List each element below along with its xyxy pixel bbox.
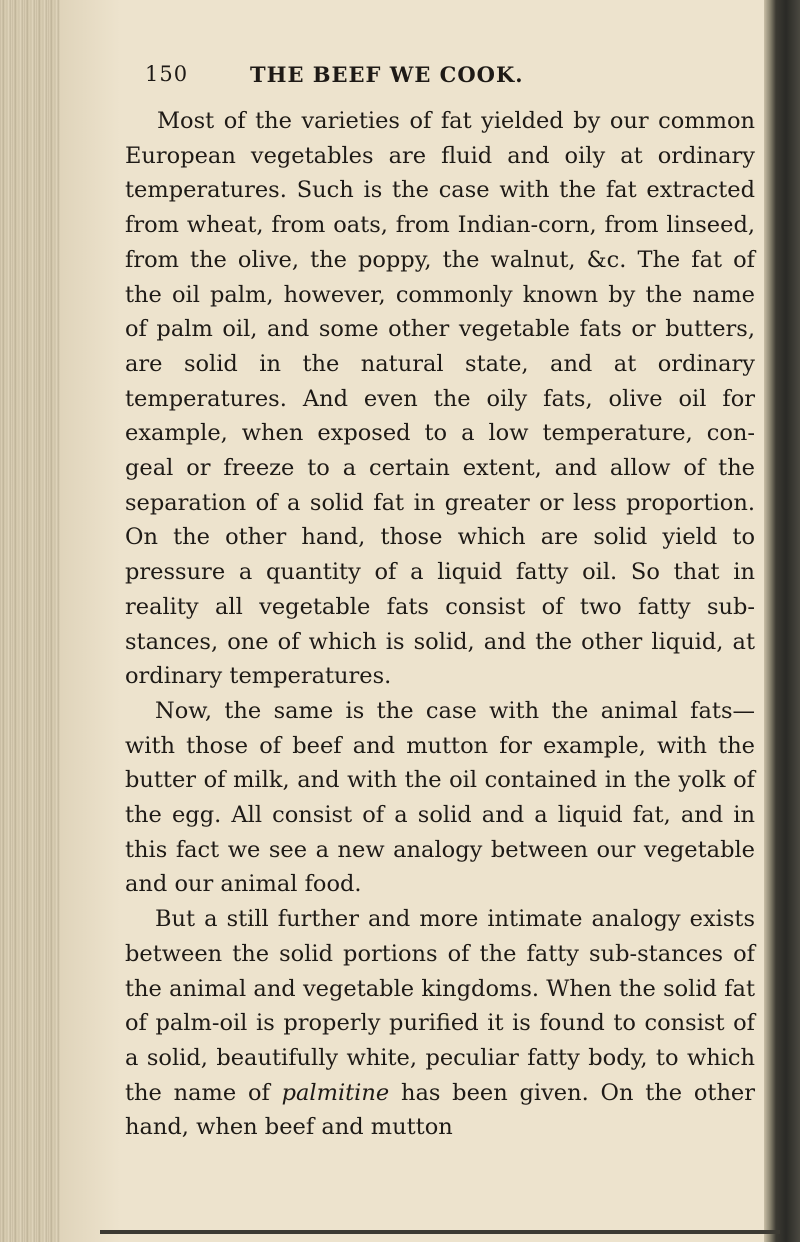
binding-shadow bbox=[60, 0, 120, 1242]
book-page bbox=[125, 56, 755, 1145]
paragraph-1: Most of the varieties of fat yielded by our common European vegetables are fluid and oily at ordinary temperatures. Such is the case with the fat extracted from wheat, from oats, from Indian-corn, from linseed, from the olive, the poppy, the walnut, &c. The fat of the oil palm, however, commonly known by the name of palm oil, and some other vegetable fats or butters, are solid in the natural state, and at ordinary temperatures. And even the oily fats, olive oil for example, when exposed to a low temperature, con-geal or freeze to a certain extent, and allow of the separation of a solid fat in greater or less proportion. On the other hand, those which are solid yield to pressure a quantity of a liquid fatty oil. So that in reality all vegetable fats consist of two fatty sub-stances, one of which is solid, and the other liquid, at ordinary temperatures. bbox=[125, 108, 755, 690]
emphasis-palmitine: palmitine bbox=[281, 1079, 390, 1106]
page-bottom-edge bbox=[100, 1230, 780, 1234]
page-number: 150 bbox=[145, 62, 189, 86]
binding-gutter bbox=[0, 0, 60, 1242]
paragraph-3 bbox=[125, 902, 755, 1145]
body-text bbox=[125, 104, 755, 1145]
running-head bbox=[125, 56, 755, 96]
running-title: THE BEEF WE COOK. bbox=[250, 62, 524, 87]
paragraph-3-text-after: has been given. On the other hand, when beef and mutton bbox=[125, 1079, 755, 1141]
paragraph-2: Now, the same is the case with the animal fats— with those of beef and mutton for example, with the butter of milk, and with the oil contained in the yolk of the egg. All consist of a solid and a liquid fat, and in this fact we see a new analogy between our vegetable and our animal food. bbox=[125, 697, 755, 898]
paragraph-3-text-before: But a still further and more intimate analogy exists between the solid portions of the fatty sub-stances of the animal and vegetable kingdoms. When the solid fat of palm-oil is properly purified it is found to consist of a solid, beautifully white, peculiar fatty body, to which the name of bbox=[125, 906, 755, 1106]
page-edge bbox=[764, 0, 800, 1242]
